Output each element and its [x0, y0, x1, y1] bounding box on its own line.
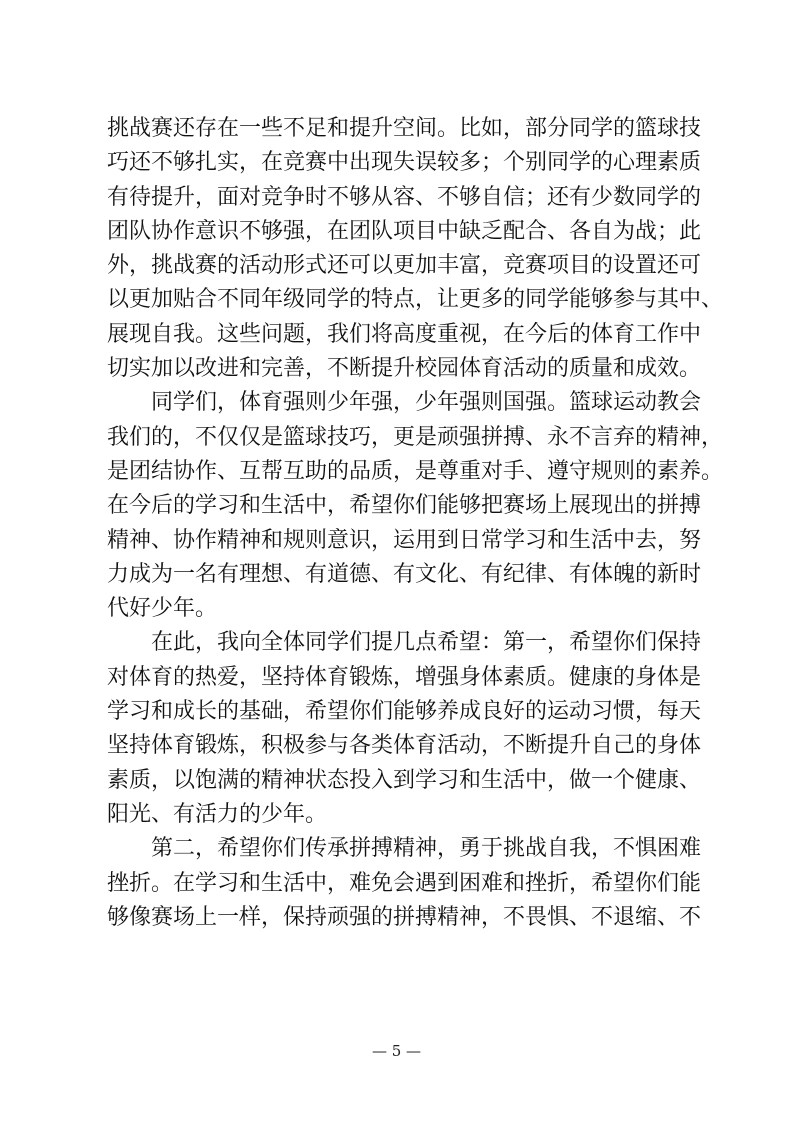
- text-line: 有待提升，面对竞争时不够从容、不够自信；还有少数同学的: [107, 184, 702, 210]
- text-line: 阳光、有活力的少年。: [107, 801, 328, 827]
- text-line: 在今后的学习和生活中，希望你们能够把赛场上展现出的拼搏: [107, 493, 702, 519]
- text-line: 挑战赛还存在一些不足和提升空间。比如，部分同学的篮球技: [107, 116, 702, 141]
- text-line: 够像赛场上一样，保持顽强的拼搏精神，不畏惧、不退缩、不: [107, 904, 702, 930]
- text-line: 素质，以饱满的精神状态投入到学习和生活中，做一个健康、: [107, 767, 702, 793]
- text-line: 我们的，不仅仅是篮球技巧，更是顽强拼搏、永不言弃的精神，: [107, 424, 724, 450]
- text-line: 在此，我向全体同学们提几点希望：第一，希望你们保持: [151, 630, 702, 656]
- text-line: 学习和成长的基础，希望你们能够养成良好的运动习惯，每天: [107, 699, 702, 725]
- paragraph-4: [107, 832, 702, 935]
- page-number: — 5 —: [371, 1042, 422, 1060]
- text-line: 以更加贴合不同年级同学的特点，让更多的同学能够参与其中、: [107, 287, 724, 313]
- text-line: 对体育的热爱，坚持体育锻炼，增强身体素质。健康的身体是: [107, 664, 702, 690]
- text-line: 同学们，体育强则少年强，少年强则国强。篮球运动教会: [151, 390, 702, 416]
- text-line: 团队协作意识不够强，在团队项目中缺乏配合、各自为战；此: [107, 218, 702, 244]
- paragraph-3: [107, 626, 702, 832]
- text-line: 巧还不够扎实，在竞赛中出现失误较多；个别同学的心理素质: [107, 150, 702, 176]
- text-line: 第二，希望你们传承拼搏精神，勇于挑战自我，不惧困难: [151, 836, 702, 862]
- text-line: 力成为一名有理想、有道德、有文化、有纪律、有体魄的新时: [107, 561, 702, 587]
- text-line: 外，挑战赛的活动形式还可以更加丰富，竞赛项目的设置还可: [107, 253, 702, 279]
- paragraph-2: [107, 386, 724, 626]
- text-line: 坚持体育锻炼，积极参与各类体育活动，不断提升自己的身体: [107, 733, 702, 759]
- text-line: 是团结协作、互帮互助的品质，是尊重对手、遵守规则的素养。: [107, 458, 724, 484]
- text-line: 挫折。在学习和生活中，难免会遇到困难和挫折，希望你们能: [107, 870, 702, 896]
- document-body: [107, 112, 724, 935]
- text-line: 切实加以改进和完善，不断提升校园体育活动的质量和成效。: [107, 356, 702, 382]
- text-line: 代好少年。: [107, 596, 218, 622]
- text-line: 展现自我。这些问题，我们将高度重视，在今后的体育工作中: [107, 321, 702, 347]
- text-line: 精神、协作精神和规则意识，运用到日常学习和生活中去，努: [107, 527, 702, 553]
- paragraph-1: [107, 112, 724, 386]
